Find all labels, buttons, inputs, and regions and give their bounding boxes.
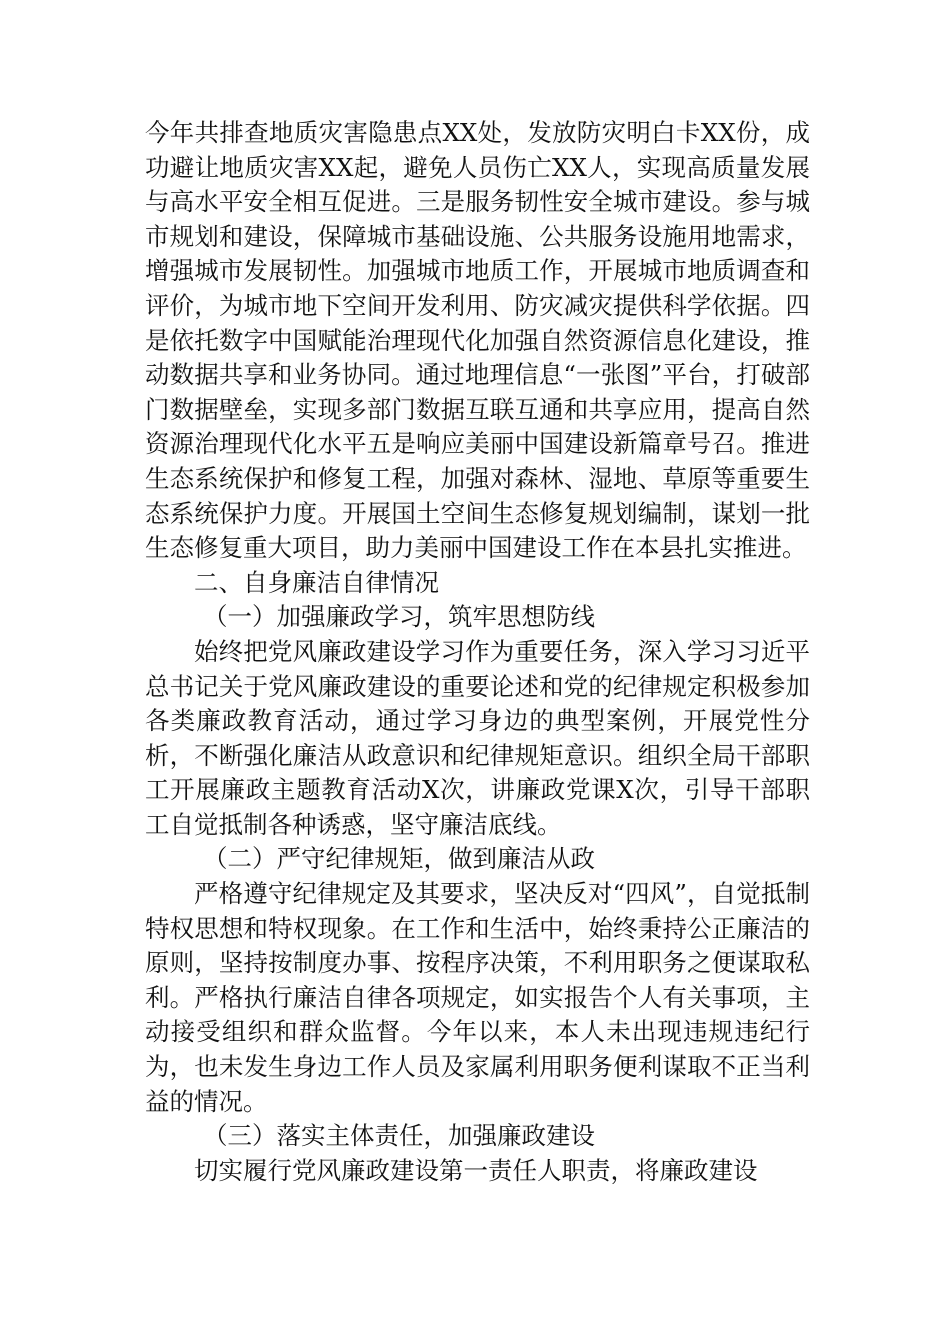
subsection-heading: （二）严守纪律规矩，做到廉洁从政: [203, 844, 595, 874]
document-page: [145, 116, 810, 1188]
body-paragraph: 切实履行党风廉政建设第一责任人职责，将廉政建设: [194, 1155, 758, 1185]
subsection-heading: （一）加强廉政学习，筑牢思想防线: [203, 602, 595, 632]
body-paragraph: 严格遵守纪律规定及其要求，坚决反对“四风”，自觉抵制特权思想和特权现象。在工作和生活中，始终秉持公正廉洁的原则，坚持按制度办事、按程序决策，不利用职务之便谋取私利。严格执行廉洁自律各项规定，如实报告个人有关事项，主动接受组织和群众监督。今年以来，本人未出现违规违纪行为，也未发生身边工作人员及家属利用职务便利谋取不正当利益的情况。: [145, 879, 810, 1116]
body-paragraph: 始终把党风廉政建设学习作为重要任务，深入学习习近平总书记关于党风廉政建设的重要论述和党的纪律规定积极参加各类廉政教育活动，通过学习身边的典型案例，开展党性分析，不断强化廉洁从政意识和纪律规矩意识。组织全局干部职工开展廉政主题教育活动X次，讲廉政党课X次，引导干部职工自觉抵制各种诱惑，坚守廉洁底线。: [145, 636, 810, 839]
body-paragraph: 今年共排查地质灾害隐患点XX处，发放防灾明白卡XX份，成功避让地质灾害XX起，避免人员伤亡XX人，实现高质量发展与高水平安全相互促进。三是服务韧性安全城市建设。参与城市规划和建设，保障城市基础设施、公共服务设施用地需求，增强城市发展韧性。加强城市地质工作，开展城市地质调查和评价，为城市地下空间开发利用、防灾减灾提供科学依据。四是依托数字中国赋能治理现代化加强自然资源信息化建设，推动数据共享和业务协同。通过地理信息“一张图”平台，打破部门数据壁垒，实现多部门数据互联互通和共享应用，提高自然资源治理现代化水平五是响应美丽中国建设新篇章号召。推进生态系统保护和修复工程，加强对森林、湿地、草原等重要生态系统保护力度。开展国土空间生态修复规划编制，谋划一批生态修复重大项目，助力美丽中国建设工作在本县扎实推进。: [145, 118, 810, 563]
section-heading: 二、自身廉洁自律情况: [194, 567, 439, 597]
subsection-heading: （三）落实主体责任，加强廉政建设: [203, 1121, 595, 1151]
